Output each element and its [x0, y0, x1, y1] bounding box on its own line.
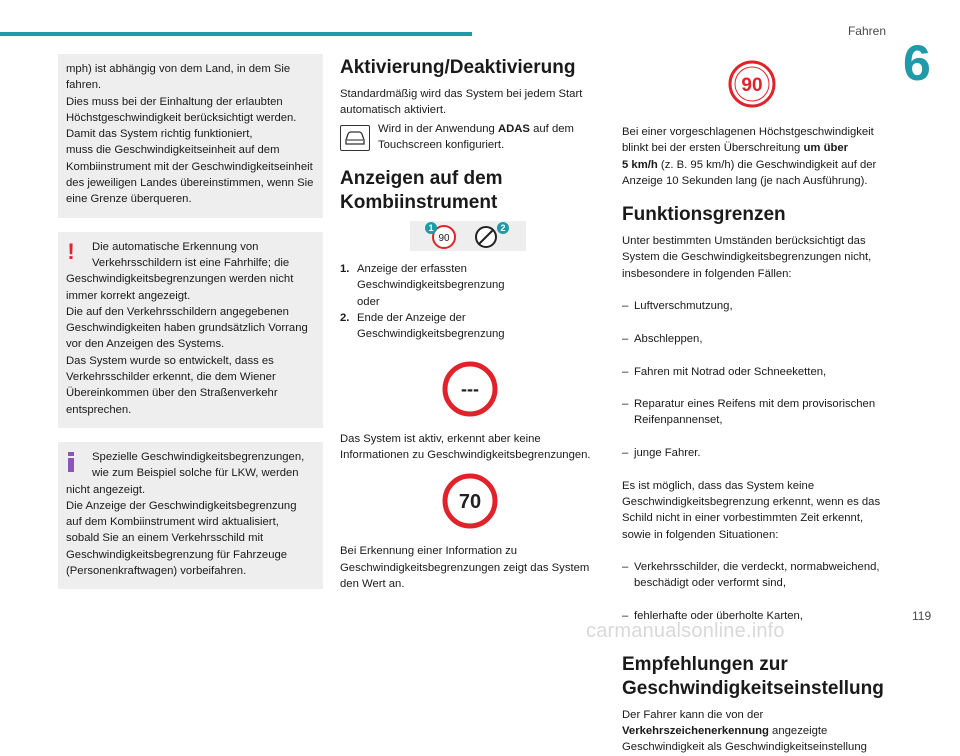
list-item: – Reparatur eines Reifens mit dem provisorischen Reifenpannenset, [622, 398, 876, 427]
list-item: 1. Anzeige der erfassten Geschwindigkeitsbegrenzung oder [340, 263, 505, 308]
limits-list [622, 282, 892, 478]
speed-90-sign [726, 58, 778, 110]
heading-activation: Aktivierung/Deaktivierung [340, 57, 576, 78]
callout-1: 1 [428, 223, 434, 234]
column-1 [58, 54, 323, 603]
list-item: – Verkehrsschilder, die verdeckt, normabweichend, beschädigt oder verformt sind, [622, 561, 880, 590]
info-icon [66, 452, 76, 472]
cluster-illustration [410, 221, 526, 251]
info-box [58, 442, 323, 589]
intro-text: mph) ist abhängig von dem Land, in dem Sie fahren. Dies muss bei der Einhaltung der erlaubten Höchstgeschwindigkeit berücksichtigt werden. Damit das System richtig funktioniert, muss die Geschwindigkeitseinheit auf dem Kombiinstrument mit der Geschwindigkeitseinheit des jeweiligen Landes übereinstimmen, wenn Sie eine Grenze überqueren. [66, 63, 314, 206]
adas-text: Wird in der Anwendung ADAS auf dem Touchscreen konfiguriert. [378, 122, 574, 151]
section-title: Fahren [847, 24, 886, 38]
limits-mid: Es ist möglich, dass das System keine Geschwindigkeitsbegrenzung erkennt, wenn es das Schild nicht in einer vorbestimmten Zeit erkennt, sowie in folgenden Situationen: [622, 479, 881, 541]
sign-90-value: 90 [741, 75, 763, 96]
list-item: – Luftverschmutzung, [622, 300, 733, 313]
page-number: 119 [912, 609, 932, 623]
no-limit-sign [442, 361, 498, 417]
info-text-first: Spezielle Geschwindigkeitsbegrenzungen, wie zum Beispiel solche für LKW, werden [92, 450, 305, 480]
list-item: 2. Ende der Anzeige der Geschwindigkeitsbegrenzung [340, 312, 505, 341]
list-item: – Fahren mit Notrad oder Schneeketten, [622, 365, 827, 378]
dashes-text: Das System ist aktiv, erkennt aber keine Informationen zu Geschwindigkeitsbegrenzungen. [340, 432, 591, 461]
activation-text: Standardmäßig wird das System bei jedem Start automatisch aktiviert. [340, 88, 583, 117]
sign-70-value: 70 [458, 491, 482, 514]
flash-text: Bei einer vorgeschlagenen Höchstgeschwindigkeit blinkt bei der ersten Überschreitung um über 5 km/h (z. B. 95 km/h) die Geschwindigkeit auf der Anzeige 10 Sekunden lang (je nach Ausführung). [622, 126, 877, 187]
car-adas-icon [340, 125, 370, 151]
heading-recommend: Empfehlungen zur Geschwindigkeitseinstellung [622, 653, 884, 699]
detected-text: Bei Erkennung einer Information zu Geschwindigkeitsbegrenzungen zeigt das System den Wert an. [340, 545, 590, 590]
cluster-icons [410, 221, 526, 251]
heading-display: Anzeigen auf dem Kombiinstrument [340, 168, 503, 214]
list-item: – fehlerhafte oder überholte Karten, [622, 610, 803, 623]
warning-box [58, 232, 323, 428]
sign-dashes: --- [461, 378, 479, 399]
adas-note [340, 121, 600, 154]
warning-text-first: Die automatische Erkennung von Verkehrsschildern ist eine Fahrhilfe; die [92, 240, 290, 269]
recommend-text: Der Fahrer kann die von der Verkehrszeichenerkennung angezeigte Geschwindigkeit als Geschwindigkeitseinstellung [622, 708, 867, 754]
heading-limits: Funktionsgrenzen [622, 204, 786, 226]
warning-text-rest: Geschwindigkeitsbegrenzungen werden nicht immer korrekt angezeigt. Die auf den Verkehrsschildern angegebenen Geschwindigkeiten haben grundsätzlich Vorrang vor den Anzeigen des Systems. Das System wurde so entwickelt, dass es Verkehrsschilder erkennt, die dem Wiener Übereinkommen über den Straßenverkehr entsprechen. [66, 273, 308, 416]
column-2 [340, 54, 600, 592]
list-item: – Abschleppen, [622, 332, 703, 345]
callout-2: 2 [500, 223, 506, 234]
chapter-number: 6 [903, 35, 931, 91]
intro-box [58, 54, 323, 218]
header-accent-bar [0, 32, 472, 36]
list-item: – junge Fahrer. [622, 447, 701, 460]
column-3 [622, 54, 892, 756]
numbered-list [340, 261, 600, 342]
warning-icon: ! [67, 238, 75, 264]
cluster-sign-value: 90 [438, 233, 450, 245]
watermark: carmanualsonline.info [586, 620, 785, 642]
speed-70-sign [442, 473, 498, 529]
info-text-rest: nicht angezeigt. Die Anzeige der Geschwindigkeitsbegrenzung auf dem Kombiinstrument wird aktualisiert, sobald Sie an einem Verkehrsschild mit Geschwindigkeitsbegrenzung für Fahrzeuge (Personenkraftwagen) vorbeifahren. [66, 483, 297, 578]
limits-intro: Unter bestimmten Umständen berücksichtigt das System die Geschwindigkeitsbegrenzungen nicht, insbesondere in folgenden Fällen: [622, 235, 872, 280]
